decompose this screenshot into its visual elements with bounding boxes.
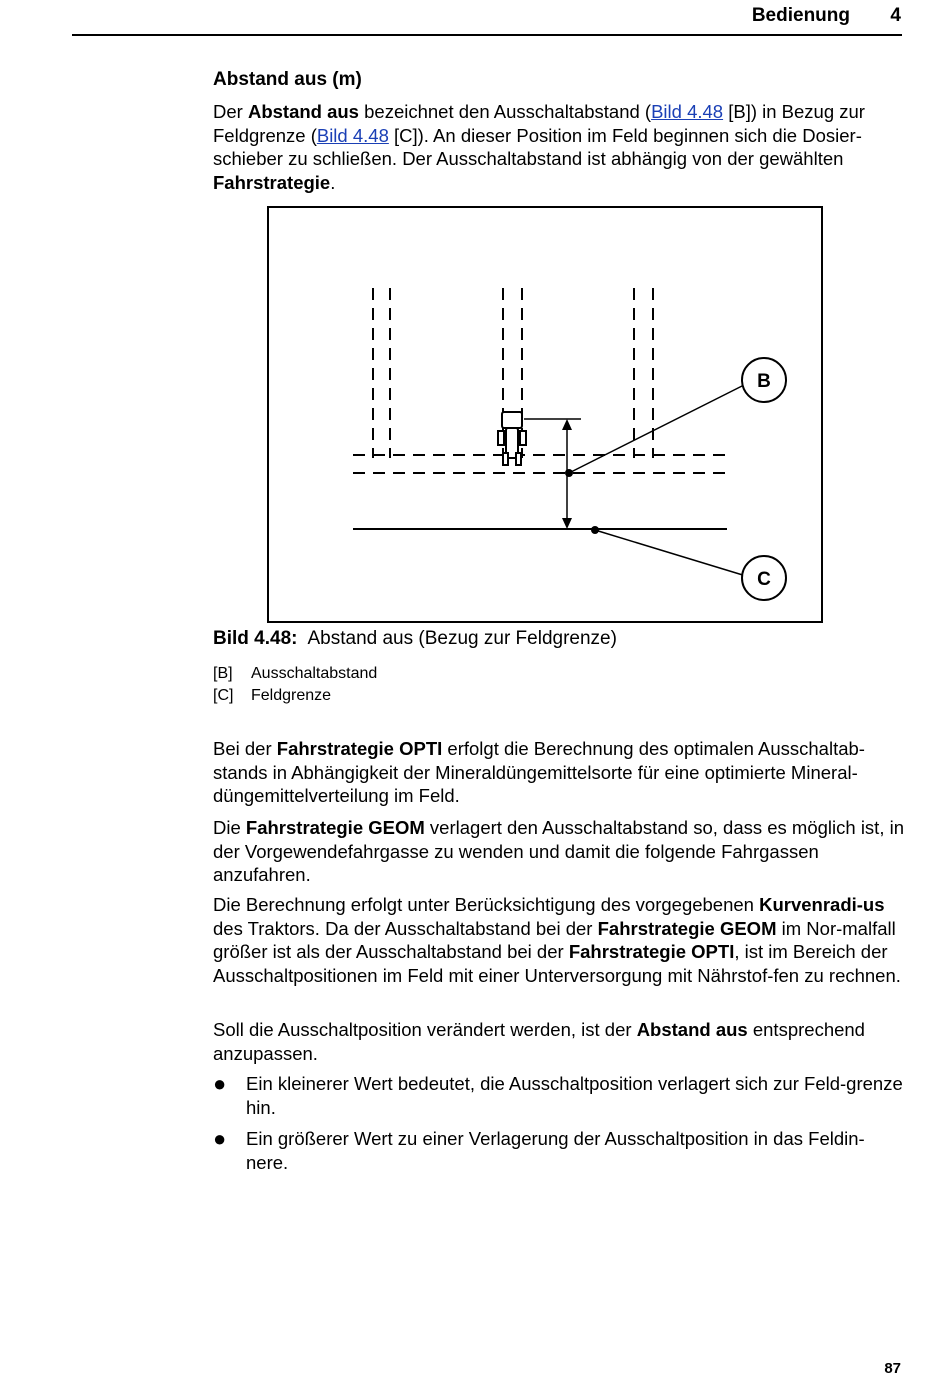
paragraph-text: Die — [213, 817, 246, 838]
intro-text: [C]). An dieser Position im Feld beginnen sich die Dosier-schieber zu schließen. Der Ausschaltabstand ist abhängig von der gewählten — [213, 124, 862, 169]
legend-text: Feldgrenze — [251, 687, 332, 704]
paragraph-text: Bei der — [213, 738, 277, 759]
figure-diagram — [267, 206, 823, 623]
paragraph-bold-term: Fahrstrategie GEOM — [597, 917, 777, 939]
figure-reference-link[interactable]: Bild 4.48 — [316, 124, 389, 146]
tractor-icon — [498, 412, 526, 465]
paragraph-calculation — [213, 893, 905, 987]
intro-text: Der — [213, 101, 248, 122]
intro-bold-term: Abstand aus — [247, 101, 359, 122]
paragraph-text: Soll die Ausschaltposition verändert werden, ist der — [213, 1019, 637, 1040]
intro-text: bezeichnet den Ausschaltabstand ( — [358, 101, 652, 122]
legend-key: [C] — [213, 687, 234, 704]
legend-row — [213, 685, 377, 707]
leader-dot-c — [591, 526, 599, 534]
paragraph-text: erfolgt die Berechnung des optimalen Ausschaltab-stands in Abhängigkeit der Mineraldüngemittelsorte für eine optimierte Mineral-düngemittelverteilung im Feld. — [213, 738, 865, 806]
header-section-title: Bedienung — [751, 5, 850, 26]
bullet-text: Ein größerer Wert zu einer Verlagerung der Ausschaltposition in das Feldin-nere. — [246, 1128, 865, 1173]
paragraph-text: Die Berechnung erfolgt unter Berücksichtigung des vorgegebenen — [213, 894, 760, 915]
paragraph-text: verlagert den Ausschaltabstand so, dass es möglich ist, in der Vorgewendefahrgasse zu wenden und damit die folgende Fahrgassen anzufahren. — [213, 817, 904, 885]
intro-paragraph — [213, 100, 905, 194]
list-item — [213, 1127, 905, 1174]
paragraph-text: des Traktors. Da der Ausschaltabstand bei der — [213, 917, 598, 939]
legend-row — [213, 663, 377, 685]
paragraph-bold-term: Fahrstrategie OPTI — [276, 738, 443, 759]
bullet-list — [213, 1072, 905, 1182]
figure-legend — [213, 663, 377, 707]
paragraph-geom — [213, 816, 905, 887]
caption-number: Bild 4.48: — [213, 628, 298, 649]
list-item — [213, 1072, 905, 1119]
header-rule — [72, 34, 902, 36]
intro-bold-term: Fahrstrategie — [213, 171, 331, 193]
figure-caption — [213, 628, 617, 650]
header-chapter-number: 4 — [890, 5, 901, 26]
legend-key: [B] — [213, 665, 233, 682]
paragraph-bold-term: Fahrstrategie OPTI — [568, 941, 735, 962]
paragraph-text: im Nor-malfall größer ist als der Ausschaltabstand bei der — [213, 917, 896, 962]
section-heading: Abstand aus (m) — [213, 69, 362, 90]
figure-reference-link[interactable]: Bild 4.48 — [651, 101, 724, 122]
intro-text: [B]) in Bezug zur Feldgrenze ( — [213, 101, 865, 146]
paragraph-bold-term: Abstand aus — [636, 1019, 748, 1040]
caption-text: Abstand aus (Bezug zur Feldgrenze) — [307, 628, 617, 649]
bullet-text: Ein kleinerer Wert bedeutet, die Ausschaltposition verlagert sich zur Feld-grenze hin. — [246, 1073, 903, 1118]
leader-line-c — [595, 530, 746, 576]
callout-label-c: C — [757, 569, 771, 590]
paragraph-bold-term: Fahrstrategie GEOM — [245, 817, 425, 838]
intro-text: . — [330, 171, 336, 193]
diagram-svg — [269, 208, 821, 621]
paragraph-text: entsprechend anzupassen. — [213, 1019, 865, 1064]
paragraph-opti — [213, 737, 905, 808]
paragraph-adjust — [213, 1018, 905, 1065]
bullet-icon: ● — [213, 1126, 227, 1151]
leader-line-b — [569, 384, 746, 473]
leader-dot-b — [565, 469, 573, 477]
bullet-icon: ● — [213, 1071, 227, 1096]
paragraph-bold-term: Kurvenradi-us — [759, 894, 885, 915]
paragraph-text: , ist im Bereich der Ausschaltpositionen im Feld mit einer Unterversorgung mit Nährstof-fen zu rechnen. — [213, 941, 901, 986]
page-number: 87 — [884, 1360, 901, 1377]
legend-text: Ausschaltabstand — [251, 665, 378, 682]
callout-label-b: B — [757, 371, 771, 392]
